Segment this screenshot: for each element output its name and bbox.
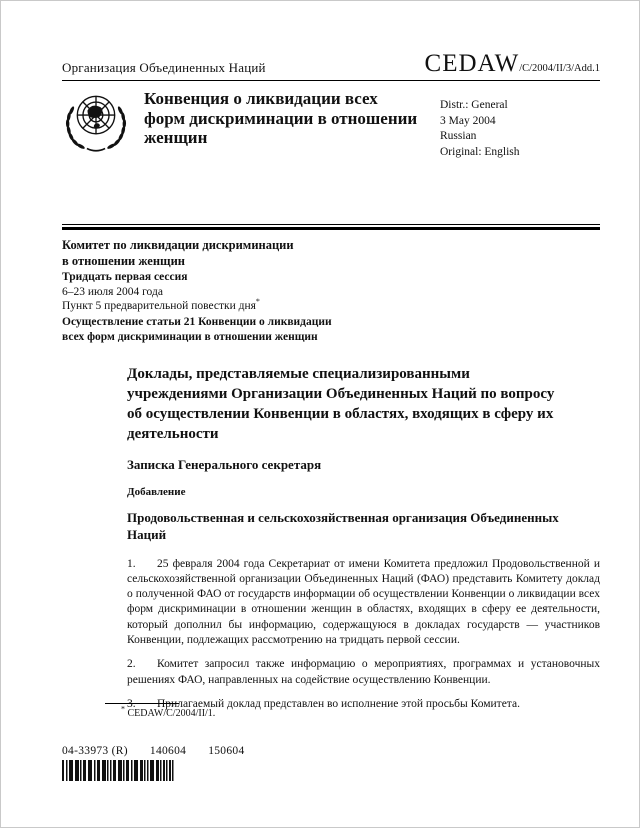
header-divider [62,80,600,81]
paragraph-3-number: 3. [127,697,136,710]
masthead [62,89,600,160]
report-title: Доклады, представляемые специализированными учреждениями Организации Объединенных Наций по вопросу об осуществлении Конвенции в областях, входящих в сферу их деятельности [127,365,555,442]
job-number-line [62,745,245,757]
barcode-icon [62,760,180,781]
job-number: 04-33973 (R) [62,745,128,757]
paragraph-1-text: 25 февраля 2004 года Секретариат от имени Комитета предложил Продовольственной и сельскохозяйственной организации Объединенных Наций (ФАО) представить Комитету доклад о полученной ФАО от государств информации об осуществлении Конвенции о ликвидации всех форм дискриминации в отношении женщин в областях, входящих в сферу ее деятельности, который дополнил бы информацию, содержащуюся в докладах государств — участников Конвенции, подлежащих рассмотрению на тридцать первой сессии. [127,557,600,646]
document-symbol-main: CEDAW [424,50,520,77]
paragraph-2 [127,657,600,688]
footer-date2: 150604 [208,745,245,757]
distr-date: 3 May 2004 [440,114,496,127]
footer-date1: 140604 [149,745,187,757]
committee-name-line2: в отношении женщин [62,253,185,268]
document-symbol [425,50,600,78]
footnote-block [105,703,215,719]
note-subtitle: Записка Генерального секретаря [127,456,322,472]
footnote-reference: CEDAW/C/2004/II/1. [125,708,216,719]
committee-block [62,238,600,345]
distribution-block [440,89,600,160]
un-org-name: Организация Объединенных Наций [62,60,266,75]
paragraph-1-number: 1. [127,557,136,570]
footnote-divider [105,703,179,704]
addendum-label: Добавление [127,485,186,498]
distr-line: Distr.: General [440,99,508,111]
paragraph-2-number: 2. [127,658,136,671]
paragraph-1 [127,557,600,649]
paragraph-2-text: Комитет запросил также информацию о мероприятиях, программах и установочных решениях ФАО, направленных на содействие осуществлению Конвенции. [127,658,600,686]
agenda-item [62,299,600,314]
footer-block [62,745,245,781]
agenda-item-title-line2: всех форм дискриминации в отношении женщин [62,331,318,343]
agenda-item-title-line1: Осуществление статьи 21 Конвенции о ликвидации [62,315,332,328]
agency-heading: Продовольственная и сельскохозяйственная организация Объединенных Наций [127,509,559,542]
agenda-footnote-marker: * [255,297,260,307]
document-header [62,50,600,78]
distr-original: Original: English [440,145,520,158]
distr-language: Russian [440,130,477,142]
session-title: Тридцать первая сессия [62,271,188,283]
footnote-text [105,704,216,719]
convention-title: Конвенция о ликвидации всех форм дискриминации в отношении женщин [144,89,418,147]
footnote-marker: * [121,704,125,714]
document-symbol-suffix: /C/2004/II/3/Add.1 [519,63,600,74]
un-emblem-icon [62,89,130,157]
agenda-item-text: Пункт 5 предварительной повестки дня [62,300,256,312]
session-dates: 6–23 июля 2004 года [62,285,163,298]
main-content [127,364,600,713]
masthead-divider [62,224,600,230]
committee-name-line1: Комитет по ликвидации дискриминации [62,238,294,252]
paragraph-3-text: Прилагаемый доклад представлен во исполнение этой просьбы Комитета. [157,697,520,710]
